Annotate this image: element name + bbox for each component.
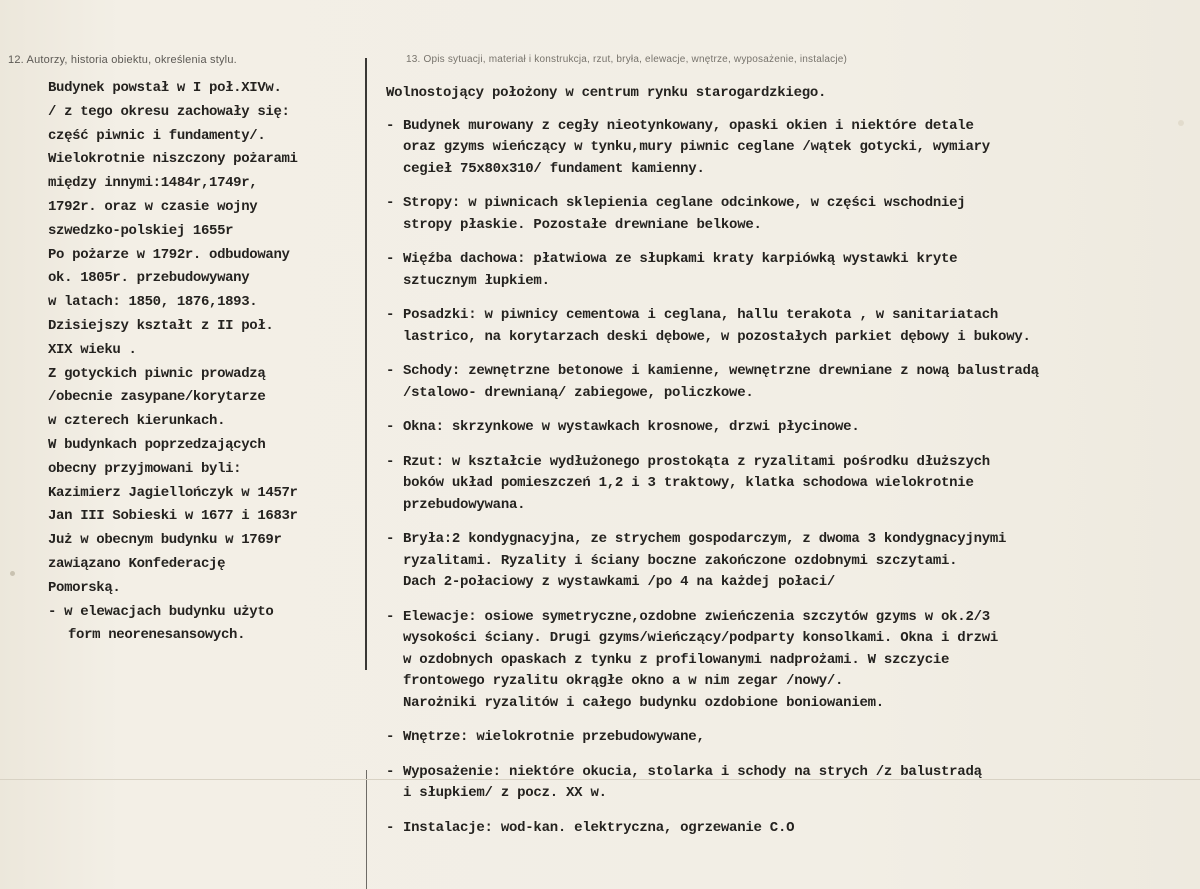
history-column (48, 77, 366, 648)
bullet-dash: - (386, 251, 395, 267)
description-item (386, 607, 1186, 715)
description-item (386, 762, 1186, 805)
bullet-dash: - (386, 531, 395, 547)
description-item (386, 249, 1186, 292)
bullet-dash: - (386, 307, 395, 323)
description-line: oraz gzyms wieńczący w tynku,mury piwnic ceglane /wątek gotycki, wymiary (403, 139, 990, 155)
description-line: Budynek murowany z cegły nieotynkowany, opaski okien i niektóre detale (403, 117, 974, 134)
description-line: wysokości ściany. Drugi gzyms/wieńczący/podparty konsolkami. Okna i drzwi (403, 630, 999, 646)
history-line: obecny przyjmowani byli: (48, 460, 242, 477)
description-line: Schody: zewnętrzne betonowe i kamienne, wewnętrzne drewniane z nową balustradą (403, 363, 1039, 379)
history-line: Jan III Sobieski w 1677 i 1683r (48, 508, 298, 525)
history-dash-line: - w elewacjach budynku użyto (48, 603, 274, 620)
history-dash-line-cont: form neorenesansowych. (68, 627, 246, 644)
history-line: XIX wieku . (48, 341, 137, 358)
history-line: Dzisiejszy kształt z II poł. (48, 317, 274, 334)
history-line: /obecnie zasypane/korytarze (48, 389, 266, 406)
history-line: Pomorską. (48, 579, 121, 596)
history-line: zawiązano Konfederację (48, 555, 226, 572)
description-line: Okna: skrzynkowe w wystawkach krosnowe, drzwi płycinowe. (403, 419, 860, 435)
bullet-dash: - (386, 729, 395, 745)
description-line: w ozdobnych opaskach z tynku z profilowanymi nadprożami. W szczycie (403, 651, 950, 668)
description-line: Posadzki: w piwnicy cementowa i ceglana, hallu terakota , w sanitariatach (403, 307, 999, 323)
history-line: W budynkach poprzedzających (48, 436, 266, 453)
history-line: Budynek powstał w I poł.XIVw. (48, 80, 282, 96)
history-line: część piwnic i fundamenty/. (48, 127, 266, 144)
history-line: Już w obecnym budynku w 1769r (48, 532, 282, 549)
description-items (386, 116, 1186, 840)
bullet-dash: - (386, 419, 395, 435)
description-line: Wnętrze: wielokrotnie przebudowywane, (403, 729, 705, 745)
description-item (386, 818, 1186, 840)
description-line: lastrico, na korytarzach deski dębowe, w pozostałych parkiet dębowy i bukowy. (403, 328, 1031, 345)
description-item (386, 305, 1186, 348)
description-item (386, 193, 1186, 236)
description-line: Bryła:2 kondygnacyjna, ze strychem gospodarczym, z dwoma 3 kondygnacyjnymi (403, 531, 1007, 547)
bullet-dash: - (386, 608, 395, 625)
column-divider-lower (366, 770, 367, 889)
history-line: między innymi:1484r,1749r, (48, 175, 258, 192)
description-line: Więźba dachowa: płatwiowa ze słupkami kraty karpiówką wystawki kryte (403, 251, 958, 267)
description-line: cegieł 75x80x310/ fundament kamienny. (403, 160, 705, 177)
description-line: Rzut: w kształcie wydłużonego prostokąta z ryzalitami pośrodku dłuższych (403, 453, 990, 470)
history-line: 1792r. oraz w czasie wojny (48, 198, 258, 215)
description-line: Narożniki ryzalitów i całego budynku ozdobione boniowaniem. (403, 694, 884, 711)
history-section-header: 12. Autorzy, historia obiektu, określenia stylu. (8, 54, 237, 66)
description-line: sztucznym łupkiem. (403, 272, 550, 289)
history-line: Kazimierz Jagiellończyk w 1457r (48, 484, 298, 501)
description-line: ryzalitami. Ryzality i ściany boczne zakończone ozdobnymi szczytami. (403, 552, 958, 569)
bullet-dash: - (386, 117, 395, 134)
description-line: Instalacje: wod-kan. elektryczna, ogrzewanie C.O (403, 819, 795, 836)
bullet-dash: - (386, 763, 395, 780)
description-item (386, 529, 1186, 594)
description-item (386, 727, 1186, 749)
bullet-dash: - (386, 195, 395, 211)
description-line: /stalowo- drewnianą/ zabiegowe, policzkowe. (403, 384, 754, 401)
bullet-dash: - (386, 819, 395, 836)
history-line: szwedzko-polskiej 1655r (48, 222, 234, 239)
description-line: stropy płaskie. Pozostałe drewniane belkowe. (403, 216, 762, 233)
description-section-header: 13. Opis sytuacji, materiał i konstrukcja, rzut, bryła, elewacje, wnętrze, wyposażenie, instalacje) (406, 54, 848, 65)
description-column (386, 83, 1186, 839)
description-line: Stropy: w piwnicach sklepienia ceglane odcinkowe, w części wschodniej (403, 195, 966, 211)
description-line: Wyposażenie: niektóre okucia, stolarka i schody na strych /z balustradą (403, 763, 982, 780)
description-item (386, 417, 1186, 439)
history-line: w czterech kierunkach. (48, 413, 226, 430)
history-line: Po pożarze w 1792r. odbudowany (48, 246, 290, 263)
history-text (48, 77, 366, 601)
description-line: boków układ pomieszczeń 1,2 i 3 traktowy, klatka schodowa wielokrotnie (403, 475, 974, 491)
description-line: frontowego ryzalitu okrągłe okno a w nim zegar /nowy/. (403, 673, 844, 689)
history-line: Z gotyckich piwnic prowadzą (48, 365, 266, 382)
bullet-dash: - (386, 363, 395, 379)
description-item (386, 452, 1186, 517)
description-line: Dach 2-połaciowy z wystawkami /po 4 na każdej połaci/ (403, 574, 836, 590)
description-item (386, 361, 1186, 404)
history-line: / z tego okresu zachowały się: (48, 103, 290, 120)
description-line: Elewacje: osiowe symetryczne,ozdobne zwieńczenia szczytów gzyms w ok.2/3 (403, 608, 990, 625)
history-line: w latach: 1850, 1876,1893. (48, 294, 258, 311)
history-line: ok. 1805r. przebudowywany (48, 270, 250, 287)
description-line: i słupkiem/ z pocz. XX w. (403, 785, 607, 801)
history-line: Wielokrotnie niszczony pożarami (48, 151, 298, 168)
description-intro: Wolnostojący położony w centrum rynku starogardzkiego. (386, 85, 827, 101)
description-item (386, 116, 1186, 181)
description-line: przebudowywana. (403, 496, 526, 513)
bullet-dash: - (386, 453, 395, 470)
paper-mark (10, 571, 15, 576)
